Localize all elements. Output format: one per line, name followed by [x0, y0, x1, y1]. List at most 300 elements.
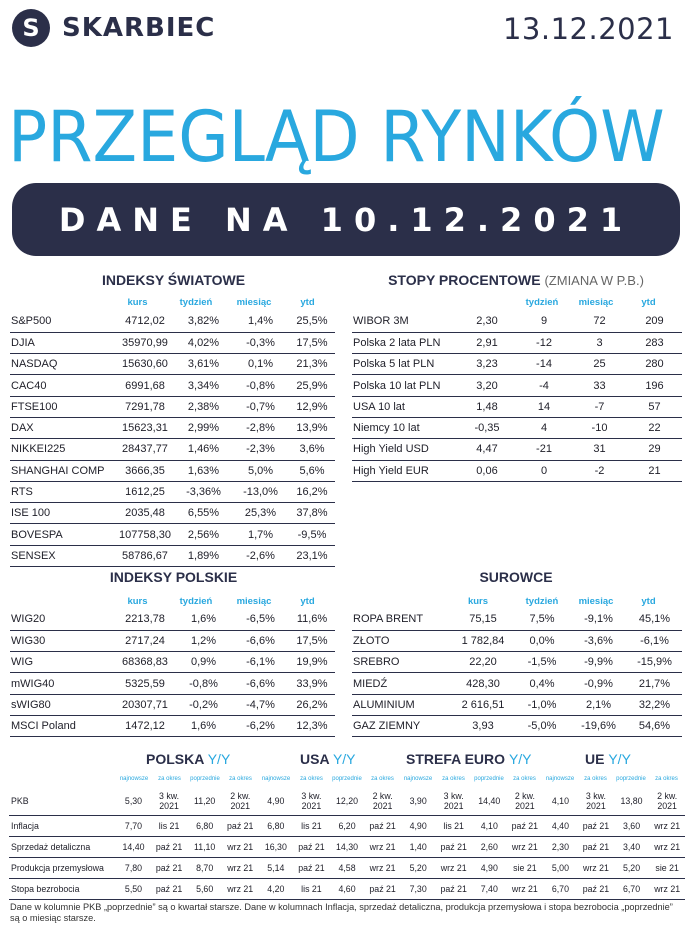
yy-label: Y/Y: [332, 751, 356, 767]
cell-value: 57: [627, 396, 682, 417]
column-header: ytd: [641, 297, 656, 308]
table-row: [352, 332, 682, 353]
table-indeksy-polskie: [10, 609, 335, 737]
table-row: [352, 417, 682, 438]
column-header: ytd: [300, 596, 315, 607]
cell-value: 6,20: [329, 815, 365, 836]
row-label: MIEDŹ: [352, 673, 452, 694]
cell-value: -6,6%: [232, 630, 289, 651]
table-row: [10, 417, 335, 438]
table-row: [352, 354, 682, 375]
cell-value: 1,4%: [232, 311, 289, 332]
cell-value: 3666,35: [115, 460, 175, 481]
cell-value: 2717,24: [115, 630, 175, 651]
column-header: tydzień: [179, 297, 213, 308]
cell-value: 0,0%: [514, 630, 570, 651]
table-row: [9, 815, 685, 836]
cell-value: paź 21: [365, 878, 401, 899]
cell-value: paź 21: [436, 878, 472, 899]
cell-value: 1,46%: [175, 439, 232, 460]
table-row: [9, 788, 685, 815]
cell-value: 11,6%: [289, 609, 335, 630]
cell-value: wrz 21: [649, 836, 685, 857]
stopy-subtitle: (ZMIANA W P.B.): [544, 273, 644, 288]
cell-value: 2213,78: [115, 609, 175, 630]
table-row: [10, 375, 335, 396]
row-label: GAZ ZIEMNY: [352, 715, 452, 736]
table-row: [10, 332, 335, 353]
cell-value: 12,9%: [289, 396, 335, 417]
table-row: [352, 311, 682, 332]
cell-value: 5,20: [400, 857, 436, 878]
row-label: SENSEX: [10, 545, 115, 566]
cell-value: 2 kw. 2021: [507, 788, 543, 815]
column-header: miesiąc: [236, 297, 272, 308]
row-label: ISE 100: [10, 503, 115, 524]
cell-value: -13,0%: [232, 481, 289, 502]
cell-value: paź 21: [222, 815, 258, 836]
cell-value: 3 kw. 2021: [436, 788, 472, 815]
table-row: [352, 439, 682, 460]
cell-value: paź 21: [151, 878, 187, 899]
cell-value: 14,40: [471, 788, 507, 815]
cell-value: paź 21: [294, 857, 330, 878]
cell-value: 3,34%: [175, 375, 232, 396]
cell-value: wrz 21: [222, 878, 258, 899]
cell-value: paź 21: [578, 878, 614, 899]
cell-value: 3,40: [614, 836, 650, 857]
cell-value: -10: [572, 417, 627, 438]
column-header: kurs: [127, 297, 148, 308]
cell-value: 3,90: [400, 788, 436, 815]
cell-value: 19,9%: [289, 652, 335, 673]
subcolumn-header: za okres: [442, 776, 465, 782]
cell-value: 15630,60: [115, 354, 175, 375]
subcolumn-header: poprzednie: [474, 776, 504, 782]
cell-value: wrz 21: [507, 836, 543, 857]
cell-value: 3,82%: [175, 311, 232, 332]
cell-value: 12,3%: [289, 715, 335, 736]
cell-value: 31: [572, 439, 627, 460]
cell-value: 68368,83: [115, 652, 175, 673]
cell-value: paź 21: [507, 815, 543, 836]
cell-value: 29: [627, 439, 682, 460]
row-label: RTS: [10, 481, 115, 502]
cell-value: 1,63%: [175, 460, 232, 481]
column-header: kurs: [467, 596, 489, 607]
cell-value: -7: [572, 396, 627, 417]
table-row: [9, 836, 685, 857]
cell-value: 12,20: [329, 788, 365, 815]
cell-value: 5,6%: [289, 460, 335, 481]
table-row: [10, 715, 335, 736]
cell-value: 5,0%: [232, 460, 289, 481]
row-label: MSCI Poland: [10, 715, 115, 736]
row-label: ZŁOTO: [352, 630, 452, 651]
cell-value: 4,90: [400, 815, 436, 836]
cell-value: 2035,48: [115, 503, 175, 524]
column-header: miesiąc: [578, 297, 614, 308]
row-label: mWIG40: [10, 673, 115, 694]
table-row: [352, 630, 682, 651]
cell-value: -6,2%: [232, 715, 289, 736]
cell-value: 0,9%: [175, 652, 232, 673]
cell-value: 209: [627, 311, 682, 332]
cell-value: -12: [516, 332, 572, 353]
cell-value: paź 21: [294, 836, 330, 857]
cell-value: lis 21: [151, 815, 187, 836]
table-row: [10, 460, 335, 481]
cell-value: lis 21: [436, 815, 472, 836]
cell-value: -1,5%: [514, 652, 570, 673]
cell-value: -2,3%: [232, 439, 289, 460]
cell-value: 54,6%: [627, 715, 682, 736]
cell-value: 3,23: [458, 354, 516, 375]
table-row: [352, 715, 682, 736]
row-label: WIG20: [10, 609, 115, 630]
cell-value: 9: [516, 311, 572, 332]
row-label: High Yield EUR: [352, 460, 458, 481]
cell-value: 3,20: [458, 375, 516, 396]
row-label: Niemcy 10 lat: [352, 417, 458, 438]
cell-value: 4,58: [329, 857, 365, 878]
table-row: [10, 481, 335, 502]
cell-value: 2,1%: [570, 694, 627, 715]
row-label: High Yield USD: [352, 439, 458, 460]
cell-value: -0,2%: [175, 694, 232, 715]
cell-value: -0,3%: [232, 332, 289, 353]
cell-value: 0,1%: [232, 354, 289, 375]
cell-value: 25,5%: [289, 311, 335, 332]
row-label: Polska 5 lat PLN: [352, 354, 458, 375]
yy-label: Y/Y: [608, 751, 631, 767]
cell-value: paź 21: [578, 815, 614, 836]
cell-value: 7,5%: [514, 609, 570, 630]
table-row: [10, 609, 335, 630]
cell-value: 7291,78: [115, 396, 175, 417]
cell-value: sie 21: [507, 857, 543, 878]
row-label: FTSE100: [10, 396, 115, 417]
cell-value: 5,14: [258, 857, 294, 878]
table-row: [352, 609, 682, 630]
cell-value: 58786,67: [115, 545, 175, 566]
macro-region-header: [585, 751, 631, 767]
cell-value: -15,9%: [627, 652, 682, 673]
cell-value: 35970,99: [115, 332, 175, 353]
cell-value: paź 21: [365, 815, 401, 836]
subcolumn-header: najnowsze: [119, 776, 149, 782]
macro-region-header: [406, 751, 532, 767]
cell-value: 20307,71: [115, 694, 175, 715]
cell-value: -3,6%: [570, 630, 627, 651]
table-makro: [9, 788, 685, 900]
cell-value: 5,50: [116, 878, 152, 899]
cell-value: 2 kw. 2021: [649, 788, 685, 815]
subcolumn-header: poprzednie: [616, 776, 646, 782]
subcolumn-header: za okres: [371, 776, 394, 782]
cell-value: wrz 21: [436, 857, 472, 878]
cell-value: 5,00: [543, 857, 579, 878]
column-header: tydzień: [179, 596, 213, 607]
cell-value: 2,38%: [175, 396, 232, 417]
cell-value: -9,5%: [289, 524, 335, 545]
row-label: Polska 2 lata PLN: [352, 332, 458, 353]
cell-value: 4,47: [458, 439, 516, 460]
column-header: miesiąc: [578, 596, 614, 607]
cell-value: 283: [627, 332, 682, 353]
cell-value: -0,8%: [175, 673, 232, 694]
cell-value: 3: [572, 332, 627, 353]
cell-value: 6,70: [614, 878, 650, 899]
row-label: S&P500: [10, 311, 115, 332]
row-label: Polska 10 lat PLN: [352, 375, 458, 396]
cell-value: -2,8%: [232, 417, 289, 438]
page-title: PRZEGLĄD RYNKÓW: [8, 96, 665, 178]
table-row: [10, 439, 335, 460]
cell-value: 4712,02: [115, 311, 175, 332]
cell-value: 3 kw. 2021: [578, 788, 614, 815]
subcolumn-header: za okres: [513, 776, 536, 782]
column-header: tydzień: [525, 297, 559, 308]
cell-value: 4,02%: [175, 332, 232, 353]
subcolumn-header: najnowsze: [261, 776, 291, 782]
row-label: USA 10 lat: [352, 396, 458, 417]
cell-value: 21,3%: [289, 354, 335, 375]
cell-value: 7,70: [116, 815, 152, 836]
cell-value: 4,10: [543, 788, 579, 815]
table-surowce: [352, 609, 682, 737]
cell-value: 2,30: [458, 311, 516, 332]
region-name: USA: [300, 751, 333, 767]
row-label: NASDAQ: [10, 354, 115, 375]
subcolumn-header: za okres: [584, 776, 607, 782]
yy-label: Y/Y: [207, 751, 231, 767]
cell-value: 25,3%: [232, 503, 289, 524]
cell-value: -3,36%: [175, 481, 232, 502]
cell-value: 33: [572, 375, 627, 396]
cell-value: 23,1%: [289, 545, 335, 566]
cell-value: 13,9%: [289, 417, 335, 438]
subcolumn-header: za okres: [300, 776, 323, 782]
table-row: [10, 396, 335, 417]
cell-value: 33,9%: [289, 673, 335, 694]
cell-value: 1,6%: [175, 715, 232, 736]
cell-value: 5,30: [116, 788, 152, 815]
stopy-title: STOPY PROCENTOWE: [388, 272, 541, 288]
cell-value: 21: [627, 460, 682, 481]
subcolumn-header: najnowsze: [403, 776, 433, 782]
cell-value: wrz 21: [578, 857, 614, 878]
cell-value: 1,6%: [175, 609, 232, 630]
column-header: kurs: [127, 596, 148, 607]
row-label: SHANGHAI COMP: [10, 460, 115, 481]
cell-value: 7,30: [400, 878, 436, 899]
row-label: ROPA BRENT: [352, 609, 452, 630]
cell-value: -14: [516, 354, 572, 375]
cell-value: 4,10: [471, 815, 507, 836]
cell-value: 6991,68: [115, 375, 175, 396]
cell-value: 3,6%: [289, 439, 335, 460]
region-name: UE: [585, 751, 609, 767]
section-title-indeksy-polskie: INDEKSY POLSKIE: [109, 569, 238, 585]
table-row: [10, 354, 335, 375]
row-label: WIG: [10, 652, 115, 673]
cell-value: paź 21: [578, 836, 614, 857]
cell-value: wrz 21: [222, 857, 258, 878]
subcolumn-header: za okres: [229, 776, 252, 782]
table-row: [10, 524, 335, 545]
row-label: Inflacja: [9, 815, 116, 836]
cell-value: 0: [516, 460, 572, 481]
cell-value: -9,9%: [570, 652, 627, 673]
cell-value: 5325,59: [115, 673, 175, 694]
cell-value: 6,80: [187, 815, 223, 836]
macro-region-header: [146, 751, 230, 767]
cell-value: lis 21: [294, 878, 330, 899]
cell-value: 13,80: [614, 788, 650, 815]
table-row: [10, 503, 335, 524]
section-title-indeksy-swiatowe: INDEKSY ŚWIATOWE: [101, 272, 246, 288]
row-label: BOVESPA: [10, 524, 115, 545]
subcolumn-header: za okres: [158, 776, 181, 782]
cell-value: -9,1%: [570, 609, 627, 630]
report-date: 13.12.2021: [502, 12, 674, 46]
cell-value: -0,7%: [232, 396, 289, 417]
column-header: tydzień: [525, 596, 559, 607]
cell-value: -21: [516, 439, 572, 460]
macro-region-header: [300, 751, 356, 767]
row-label: WIBOR 3M: [352, 311, 458, 332]
table-row: [352, 694, 682, 715]
data-date-banner: [12, 183, 680, 256]
table-row: [352, 375, 682, 396]
cell-value: 0,06: [458, 460, 516, 481]
cell-value: 1,7%: [232, 524, 289, 545]
cell-value: 2 kw. 2021: [365, 788, 401, 815]
cell-value: 1,48: [458, 396, 516, 417]
column-header: miesiąc: [236, 596, 272, 607]
cell-value: 5,60: [187, 878, 223, 899]
cell-value: 2,60: [471, 836, 507, 857]
yy-label: Y/Y: [508, 751, 532, 767]
cell-value: -6,1%: [627, 630, 682, 651]
row-label: DJIA: [10, 332, 115, 353]
row-label: WIG30: [10, 630, 115, 651]
subcolumn-header: poprzednie: [190, 776, 220, 782]
cell-value: 7,80: [116, 857, 152, 878]
table-row: [352, 396, 682, 417]
logo-mark-icon: S: [12, 9, 50, 47]
cell-value: 14,30: [329, 836, 365, 857]
cell-value: 6,80: [258, 815, 294, 836]
cell-value: 2,99%: [175, 417, 232, 438]
cell-value: -4: [516, 375, 572, 396]
cell-value: -6,1%: [232, 652, 289, 673]
cell-value: -5,0%: [514, 715, 570, 736]
cell-value: 21,7%: [627, 673, 682, 694]
cell-value: 6,55%: [175, 503, 232, 524]
cell-value: -4,7%: [232, 694, 289, 715]
cell-value: -2,6%: [232, 545, 289, 566]
cell-value: -0,35: [458, 417, 516, 438]
cell-value: 32,2%: [627, 694, 682, 715]
cell-value: 17,5%: [289, 332, 335, 353]
cell-value: 45,1%: [627, 609, 682, 630]
cell-value: 4,60: [329, 878, 365, 899]
cell-value: 4,90: [471, 857, 507, 878]
cell-value: 4,40: [543, 815, 579, 836]
cell-value: 16,30: [258, 836, 294, 857]
table-indeksy-swiatowe: [10, 311, 335, 567]
cell-value: 107758,30: [115, 524, 175, 545]
cell-value: 3,60: [614, 815, 650, 836]
cell-value: 72: [572, 311, 627, 332]
cell-value: 280: [627, 354, 682, 375]
row-label: Produkcja przemysłowa: [9, 857, 116, 878]
cell-value: paź 21: [151, 836, 187, 857]
cell-value: 196: [627, 375, 682, 396]
banner-text: DANE NA 10.12.2021: [58, 200, 634, 239]
cell-value: 16,2%: [289, 481, 335, 502]
cell-value: 1,89%: [175, 545, 232, 566]
cell-value: -6,5%: [232, 609, 289, 630]
cell-value: 428,30: [452, 673, 514, 694]
row-label: CAC40: [10, 375, 115, 396]
cell-value: 26,2%: [289, 694, 335, 715]
row-label: sWIG80: [10, 694, 115, 715]
cell-value: 25,9%: [289, 375, 335, 396]
cell-value: -1,0%: [514, 694, 570, 715]
subcolumn-header: za okres: [655, 776, 678, 782]
cell-value: 1612,25: [115, 481, 175, 502]
cell-value: 14,40: [116, 836, 152, 857]
cell-value: 7,40: [471, 878, 507, 899]
table-row: [9, 857, 685, 878]
cell-value: 3 kw. 2021: [151, 788, 187, 815]
cell-value: 37,8%: [289, 503, 335, 524]
table-row: [10, 652, 335, 673]
cell-value: 2,30: [543, 836, 579, 857]
skarbiec-logo: [12, 9, 215, 47]
row-label: ALUMINIUM: [352, 694, 452, 715]
table-row: [10, 673, 335, 694]
region-name: POLSKA: [146, 751, 208, 767]
section-title-stopy-procentowe: [350, 272, 682, 288]
table-row: [352, 673, 682, 694]
cell-value: 2,91: [458, 332, 516, 353]
table-row: [352, 652, 682, 673]
cell-value: paź 21: [151, 857, 187, 878]
cell-value: 1,40: [400, 836, 436, 857]
cell-value: -0,9%: [570, 673, 627, 694]
cell-value: 28437,77: [115, 439, 175, 460]
cell-value: wrz 21: [365, 857, 401, 878]
cell-value: 3 kw. 2021: [294, 788, 330, 815]
cell-value: 14: [516, 396, 572, 417]
table-row: [10, 630, 335, 651]
cell-value: 8,70: [187, 857, 223, 878]
cell-value: 4: [516, 417, 572, 438]
cell-value: wrz 21: [507, 878, 543, 899]
row-label: Sprzedaż detaliczna: [9, 836, 116, 857]
cell-value: wrz 21: [222, 836, 258, 857]
cell-value: wrz 21: [365, 836, 401, 857]
cell-value: 1,2%: [175, 630, 232, 651]
cell-value: 4,20: [258, 878, 294, 899]
footnote: Dane w kolumnie PKB „poprzednie” są o kwartał starsze. Dane w kolumnach Inflacja, sprzedaż detaliczna, produkcja przemysłowa i stopa bezrobocia „poprzednie” są o miesiąc starsze.: [10, 902, 673, 923]
cell-value: 2 kw. 2021: [222, 788, 258, 815]
cell-value: 1 782,84: [452, 630, 514, 651]
